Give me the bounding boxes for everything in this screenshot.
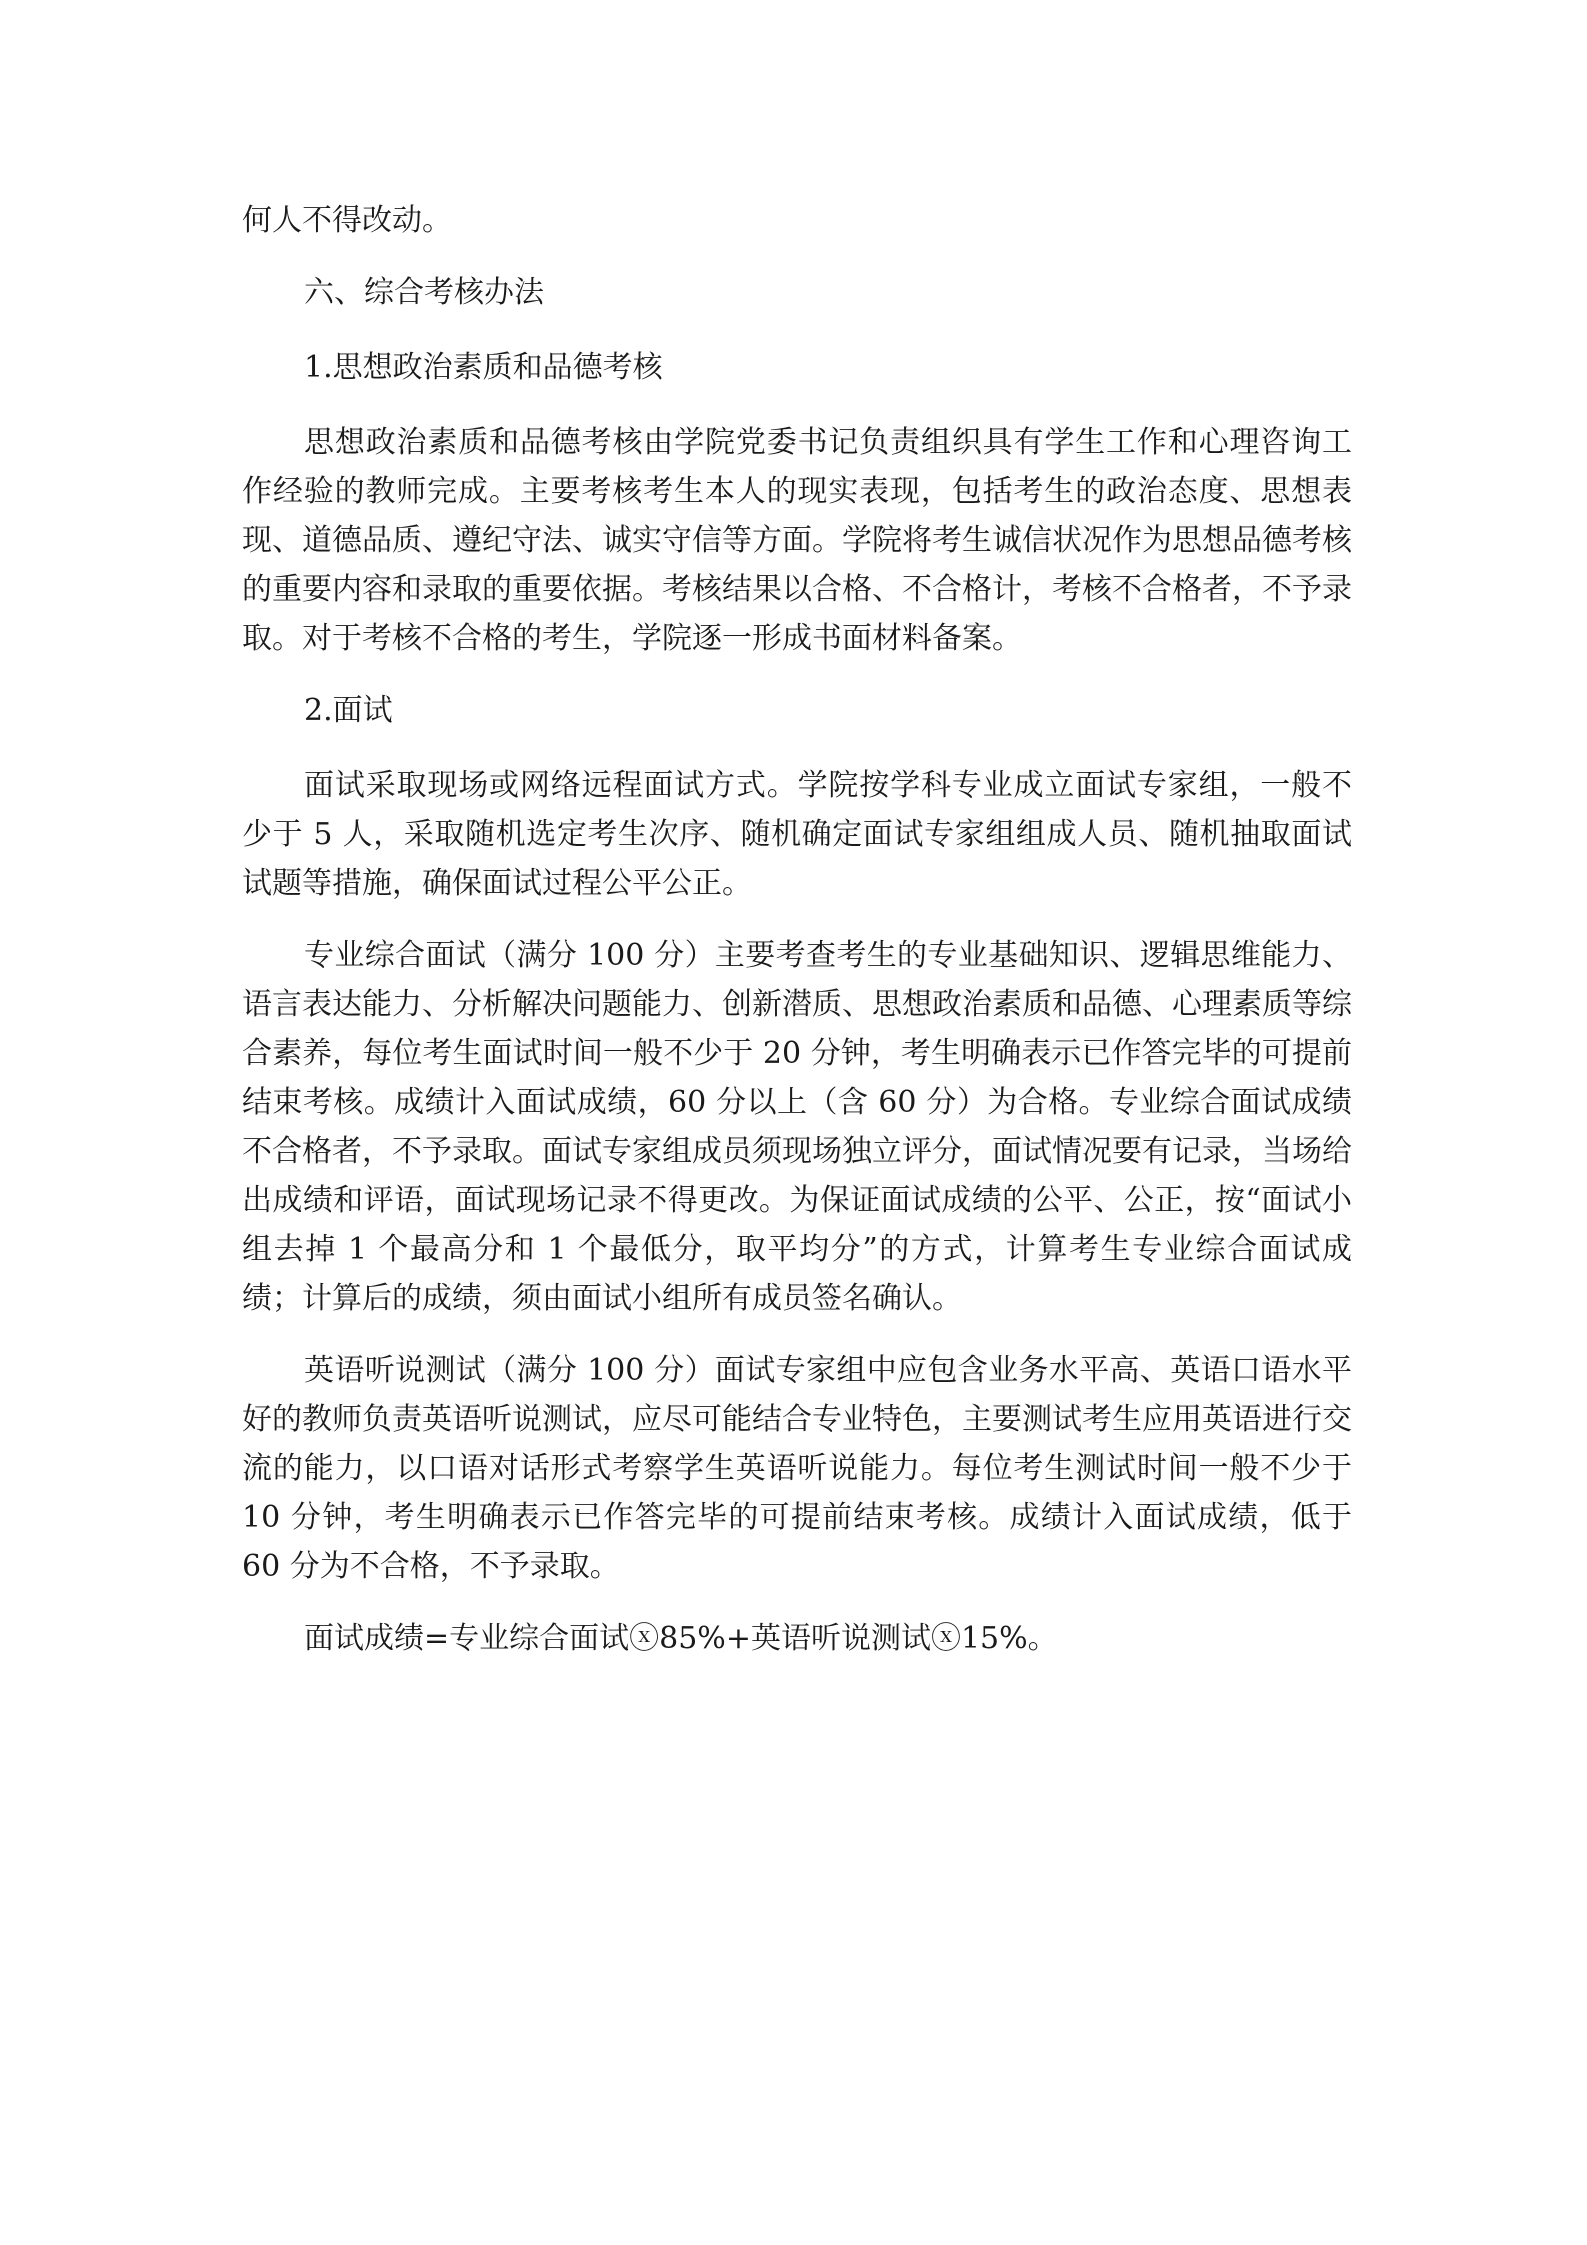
paragraph-professional-interview: 专业综合面试（满分 100 分）主要考查考生的专业基础知识、逻辑思维能力、语言表达能力、分析解决问题能力、创新潜质、思想政治素质和品德、心理素质等综合素养，每位考生面试时间一般不少于 20 分钟，考生明确表示已作答完毕的可提前结束考核。成绩计入面试成绩，60 分以上（含 60 分）为合格。专业综合面试成绩不合格者，不予录取。面试专家组成员须现场独立评分，面试情况要有记录，当场给出成绩和评语，面试现场记录不得更改。为保证面试成绩的公平、公正，按“面试小组去掉 1 个最高分和 1 个最低分，取平均分”的方式，计算考生专业综合面试成绩；计算后的成绩，须由面试小组所有成员签名确认。 [242,938,1352,1316]
subsection-heading-character-assessment: 1.思想政治素质和品德考核 [304,350,663,385]
paragraph-character-assessment: 思想政治素质和品德考核由学院党委书记负责组织具有学生工作和心理咨询工作经验的教师完成。主要考核考生本人的现实表现，包括考生的政治态度、思想表现、道德品质、遵纪守法、诚实守信等方面。学院将考生诚信状况作为思想品德考核的重要内容和录取的重要依据。考核结果以合格、不合格计，考核不合格者，不予录取。对于考核不合格的考生，学院逐一形成书面材料备案。 [242,425,1352,656]
continued-paragraph: 何人不得改动。 [242,203,452,238]
section-heading: 六、综合考核办法 [304,275,544,310]
paragraph-english-test: 英语听说测试（满分 100 分）面试专家组中应包含业务水平高、英语口语水平好的教师负责英语听说测试，应尽可能结合专业特色，主要测试考生应用英语进行交流的能力，以口语对话形式考察学生英语听说能力。每位考生测试时间一般不少于 10 分钟，考生明确表示已作答完毕的可提前结束考核。成绩计入面试成绩，低于 60 分为不合格，不予录取。 [242,1353,1352,1584]
paragraph-score-formula: 面试成绩=专业综合面试ⓧ85%+英语听说测试ⓧ15%。 [304,1621,1058,1656]
subsection-heading-interview: 2.面试 [304,693,393,728]
paragraph-interview-method: 面试采取现场或网络远程面试方式。学院按学科专业成立面试专家组，一般不少于 5 人，采取随机选定考生次序、随机确定面试专家组组成人员、随机抽取面试试题等措施，确保面试过程公平公正。 [242,768,1352,901]
document-body [242,196,1352,1686]
